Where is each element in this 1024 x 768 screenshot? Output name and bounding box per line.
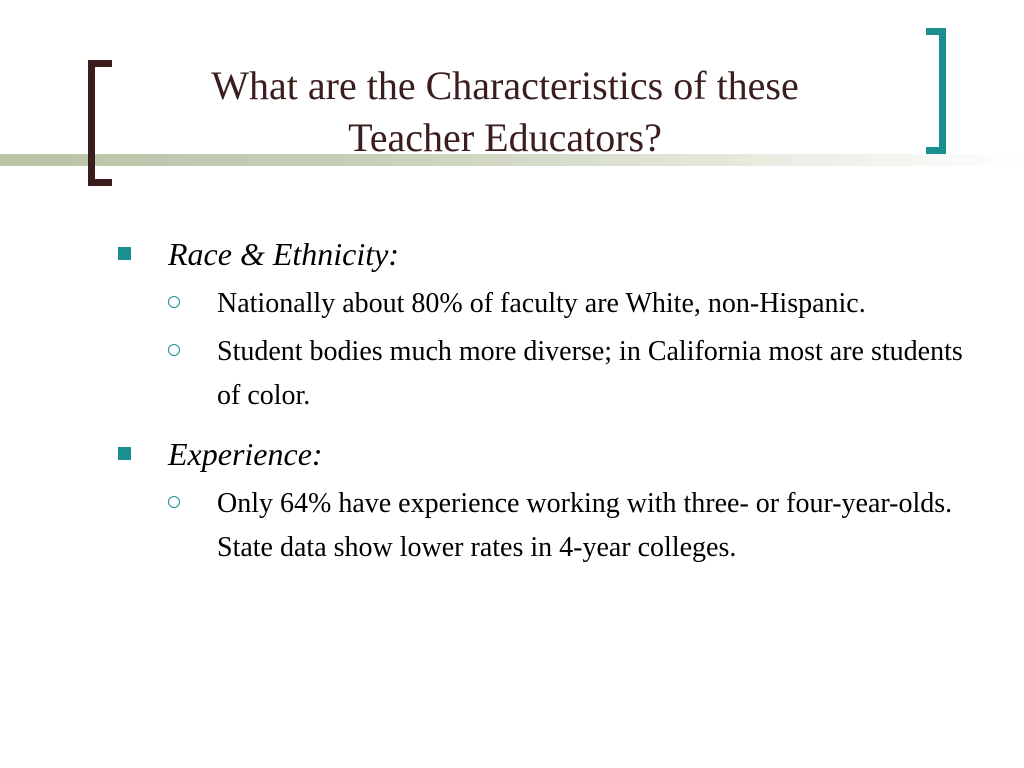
subbullet-faculty-race	[118, 282, 978, 326]
bullet-heading: Experience:	[168, 436, 323, 472]
bullet-heading: Race & Ethnicity:	[168, 236, 400, 272]
subbullet-text: Student bodies much more diverse; in California most are students of color.	[217, 336, 963, 411]
ring-bullet-icon	[168, 296, 180, 308]
subbullet-text: Nationally about 80% of faculty are White, non-Hispanic.	[217, 288, 866, 319]
subbullet-text: Only 64% have experience working with three- or four-year-olds. State data show lower rates in 4-year colleges.	[217, 488, 953, 563]
slide-title: What are the Characteristics of these Teacher Educators?	[211, 63, 799, 160]
ring-bullet-icon	[168, 344, 180, 356]
subbullet-student-diversity	[118, 330, 978, 418]
right-bracket-decoration	[926, 28, 946, 154]
slide-body	[118, 230, 978, 570]
square-bullet-icon	[118, 447, 131, 460]
square-bullet-icon	[118, 247, 131, 260]
ring-bullet-icon	[168, 496, 180, 508]
bullet-experience	[118, 430, 978, 478]
subbullet-experience-rate	[118, 482, 978, 570]
left-bracket-decoration	[88, 60, 112, 186]
bullet-race-ethnicity	[118, 230, 978, 278]
